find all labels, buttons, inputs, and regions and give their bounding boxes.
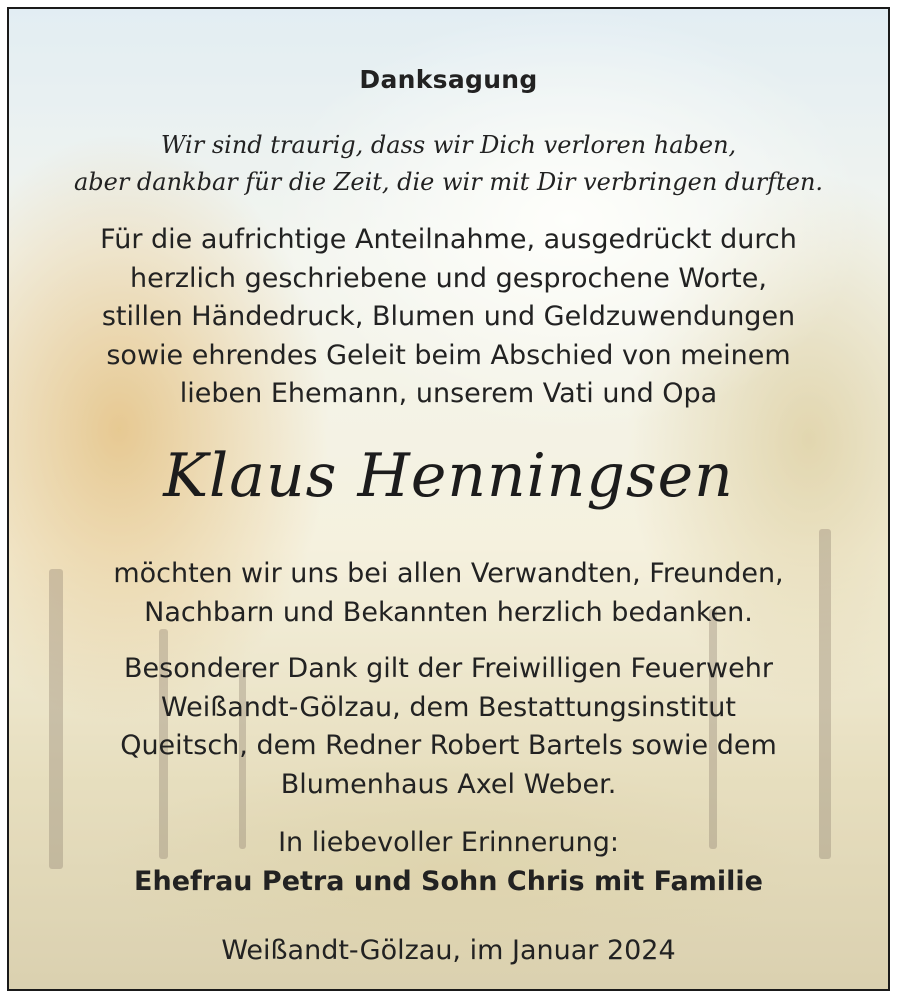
deceased-name: Klaus Henningsen bbox=[163, 441, 734, 511]
intro-line: herzlich geschriebene und gesprochene Worte, bbox=[130, 262, 767, 294]
thanks-line: möchten wir uns bei allen Verwandten, Freunden, bbox=[113, 558, 784, 589]
thanks-line: Nachbarn und Bekannten herzlich bedanken. bbox=[144, 596, 753, 628]
place-date: Weißandt-Gölzau, im Januar 2024 bbox=[221, 935, 676, 966]
intro-line: sowie ehrendes Geleit beim Abschied von meinem bbox=[106, 339, 791, 371]
special-thanks-line: Blumenhaus Axel Weber. bbox=[280, 768, 617, 800]
closing-phrase: In liebevoller Erinnerung: bbox=[278, 827, 619, 858]
family-signature: Ehefrau Petra und Sohn Chris mit Familie bbox=[134, 865, 763, 897]
quote-line: Wir sind traurig, dass wir Dich verloren haben, bbox=[160, 131, 737, 159]
special-thanks-line: Weißandt-Gölzau, dem Bestattungsinstitut bbox=[161, 691, 736, 723]
closing-block bbox=[9, 824, 888, 901]
special-thanks-line: Besonderer Dank gilt der Freiwilligen Feuerwehr bbox=[124, 653, 773, 684]
intro-line: lieben Ehemann, unserem Vati und Opa bbox=[179, 378, 718, 409]
notice-heading: Danksagung bbox=[359, 65, 538, 94]
obituary-card bbox=[7, 7, 890, 991]
intro-line: Für die aufrichtige Anteilnahme, ausgedrückt durch bbox=[100, 224, 797, 255]
special-thanks-paragraph bbox=[9, 650, 888, 804]
quote-line: aber dankbar für die Zeit, die wir mit Dir verbringen durften. bbox=[73, 168, 824, 196]
intro-line: stillen Händedruck, Blumen und Geldzuwendungen bbox=[101, 301, 796, 332]
special-thanks-line: Queitsch, dem Redner Robert Bartels sowie dem bbox=[120, 730, 777, 761]
thanks-paragraph bbox=[9, 555, 888, 632]
intro-paragraph bbox=[9, 221, 888, 414]
memorial-quote bbox=[9, 127, 888, 201]
